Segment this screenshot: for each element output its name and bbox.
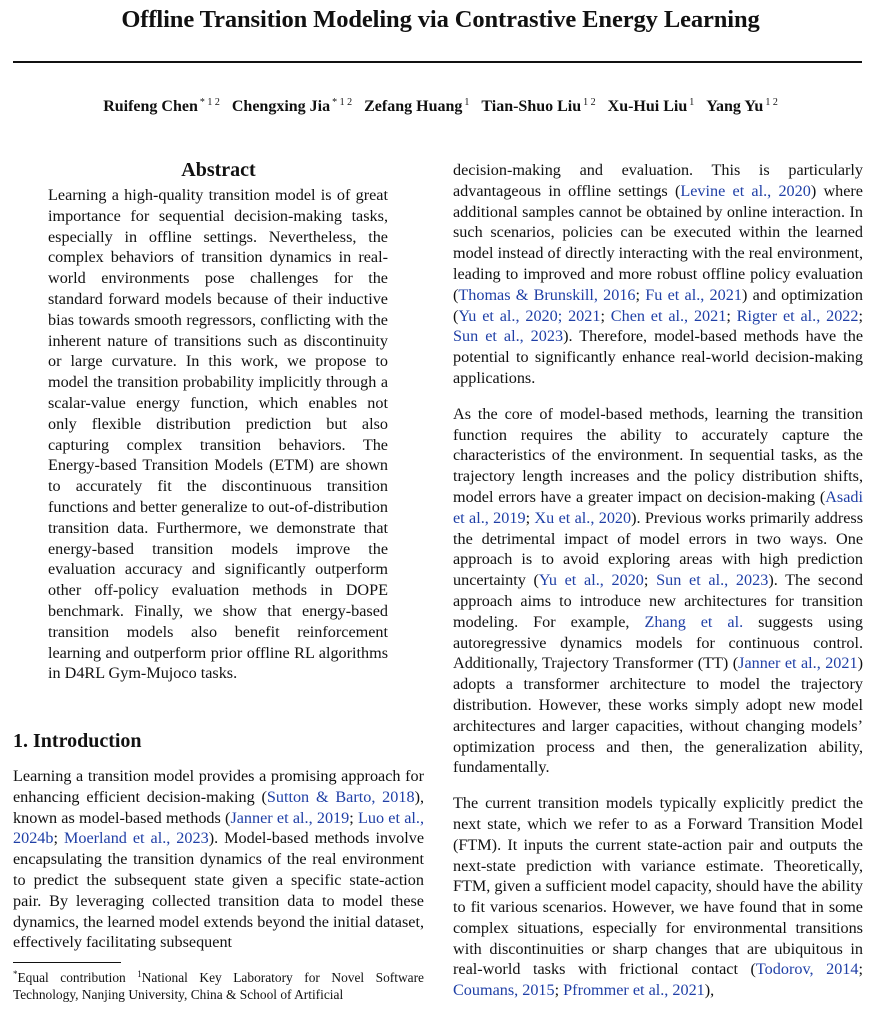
text-run: suggests using autoregressive dynamics models for continuous control. Additionally, Trajectory Transformer (TT) ( — [453, 612, 863, 673]
text-run: ; — [600, 306, 611, 325]
citation-link[interactable]: Todorov, 2014 — [755, 960, 859, 979]
text-run: ; — [643, 571, 657, 590]
author-2 — [364, 98, 469, 115]
text-run: As the core of model-based methods, learning the transition function requires the ability to accurately capture the characteristics of the environment. In sequential tasks, as the trajectory length increases and the policy distribution shifts, model errors have a greater impact on decision-making ( — [453, 404, 863, 506]
footnote-affiliation: National Key Laboratory for Novel Software Technology, Nanjing University, China & School of Artificial — [13, 970, 424, 1002]
footnote — [13, 966, 424, 1003]
text-run: ) and optimization ( — [453, 285, 863, 325]
author-name: Ruifeng Chen — [103, 98, 198, 115]
citation-link[interactable]: Asadi et al., 2019 — [453, 487, 863, 527]
text-run: ) where additional samples cannot be obtained by online interaction. In such scenarios, policies can be executed within the learned model instead of directly interacting with the real environment, leading to improved and more robust offline policy evaluation ( — [453, 181, 863, 304]
citation-link[interactable]: Yu et al., 2020; 2021 — [458, 306, 601, 325]
author-3 — [481, 98, 595, 115]
abstract-text: Learning a high-quality transition model is of great importance for sequential decision-making tasks, especially in offline settings. Nevertheless, the complex behaviors of transition dynamics in real-world environments pose challenges for the standard forward models because of their inductive bias towards smooth regressors, conflicting with the inherent nature of transitions such as discontinuity or large curvature. In this work, we propose to model the transition probability implicitly through a scalar-value energy function, which enables not only flexible distribution prediction but also capturing complex transition behaviors. The Energy-based Transition Models (ETM) are shown to accurately fit the discontinuous transition functions and better generalize to out-of-distribution transition data. Furthermore, we demonstrate that energy-based transition models improve the evaluation accuracy and significantly outperform other off-policy evaluation methods in DOPE benchmark. Finally, we show that energy-based transition models also benefit reinforcement learning and outperform prior offline RL algorithms in D4RL Gym-Mujoco tasks. — [48, 186, 388, 683]
citation-link[interactable]: Thomas & Brunskill, 2016 — [458, 285, 636, 304]
author-name: Xu-Hui Liu — [607, 98, 688, 115]
author-affiliation-marks: 1 — [689, 97, 695, 108]
author-1 — [232, 98, 352, 115]
right-column — [453, 160, 863, 1016]
author-4 — [608, 98, 695, 115]
citation-link[interactable]: Xu et al., 2020 — [534, 508, 632, 527]
citation-link[interactable]: Janner et al., 2019 — [230, 808, 350, 827]
citation-link[interactable]: Sun et al., 2023 — [453, 327, 564, 346]
text-run: ; — [726, 306, 737, 325]
intro-paragraph-left — [13, 766, 424, 953]
footnote-mark-affiliation: 1 — [137, 969, 142, 979]
text-run: ; — [53, 829, 64, 848]
author-affiliation-marks: 1 — [464, 97, 470, 108]
citation-link[interactable]: Yu et al., 2020 — [538, 571, 644, 590]
citation-link[interactable]: Coumans, 2015 — [453, 981, 555, 1000]
introduction-heading: 1. Introduction — [13, 730, 142, 752]
intro-paragraph-right-1 — [453, 404, 863, 778]
author-name: Tian-Shuo Liu — [481, 98, 582, 115]
citation-link[interactable]: Fu et al., 2021 — [645, 285, 742, 304]
text-run: ). Previous works primarily address the detrimental impact of model errors in two ways. One approach is to avoid exploring areas with high prediction uncertainty ( — [453, 508, 864, 590]
text-run: ), known as model-based methods ( — [13, 787, 424, 827]
text-run: The current transition models typically explicitly predict the next state, which we refer to as a Forward Transition Model (FTM). It inputs the current state-action pair and outputs the next-state prediction with variance estimate. Theoretically, FTM, given a sufficient model capacity, should have the ability to fit various scenarios. However, we have found that in some complex situations, especially for environmental transitions with discontinuities or sharp changes that are ubiquitous in real-world tasks with frictional contact ( — [453, 794, 863, 979]
footnote-mark-equal: * — [13, 969, 18, 979]
text-run: Learning a transition model provides a promising approach for enhancing efficient decision-making ( — [13, 767, 424, 806]
citation-link[interactable]: Zhang et al. — [644, 612, 744, 631]
author-0 — [103, 98, 220, 115]
text-run: ; — [858, 960, 863, 979]
author-name: Chengxing Jia — [231, 98, 331, 115]
citation-link[interactable]: Levine et al., 2020 — [680, 181, 811, 200]
citation-link[interactable]: Sun et al., 2023 — [656, 571, 769, 590]
footnote-rule — [13, 962, 121, 963]
intro-paragraph-right-2 — [453, 793, 863, 1001]
author-affiliation-marks: * 1 2 — [199, 97, 220, 108]
citation-link[interactable]: Chen et al., 2021 — [610, 306, 727, 325]
footnote-equal-contribution: Equal contribution — [17, 970, 138, 985]
title-rule — [13, 61, 862, 63]
author-name: Yang Yu — [706, 98, 764, 115]
text-run: ). Therefore, model-based methods have the potential to significantly enhance real-world decision-making applications. — [453, 327, 863, 387]
author-affiliation-marks: 1 2 — [583, 97, 596, 108]
text-run: ). The second approach aims to introduce new architectures for transition modeling. For example, — [453, 571, 864, 631]
citation-link[interactable]: Luo et al., 2024b — [13, 808, 424, 848]
author-list — [0, 97, 881, 116]
citation-link[interactable]: Janner et al., 2021 — [738, 654, 858, 673]
author-name: Zefang Huang — [364, 98, 463, 115]
paper-title: Offline Transition Modeling via Contrastive Energy Learning — [121, 6, 760, 33]
text-run: ), — [704, 981, 715, 1000]
text-run: ; — [635, 285, 646, 304]
citation-link[interactable]: Moerland et al., 2023 — [63, 829, 209, 848]
citation-link[interactable]: Pfrommer et al., 2021 — [563, 981, 705, 1000]
citation-link[interactable]: Rigter et al., 2022 — [736, 306, 859, 325]
author-5 — [706, 98, 778, 115]
intro-paragraph-right-0 — [453, 160, 863, 389]
text-run: ; — [858, 306, 863, 325]
citation-link[interactable]: Sutton & Barto, 2018 — [266, 787, 415, 806]
text-run: decision-making and evaluation. This is particularly advantageous in offline settings ( — [453, 161, 863, 200]
text-run: ) adopts a transformer architecture to model the trajectory distribution. However, these works simply adopt new model architectures and larger capacities, without changing models’ optimization process and then, the generalization ability, fundamentally. — [453, 654, 863, 777]
text-run: ; — [349, 808, 358, 827]
author-affiliation-marks: 1 2 — [765, 97, 778, 108]
text-run: ; — [525, 508, 535, 527]
text-run: ; — [554, 981, 564, 1000]
left-column — [13, 155, 424, 684]
author-affiliation-marks: * 1 2 — [332, 97, 353, 108]
abstract-heading: Abstract — [181, 159, 256, 181]
text-run: ). Model-based methods involve encapsulating the transition dynamics of the real environment to predict the subsequent state given a specific state-action pair. By leveraging collected transition data to model these dynamics, the learned model extends beyond the initial dataset, effectively facilitating subsequent — [13, 829, 425, 952]
